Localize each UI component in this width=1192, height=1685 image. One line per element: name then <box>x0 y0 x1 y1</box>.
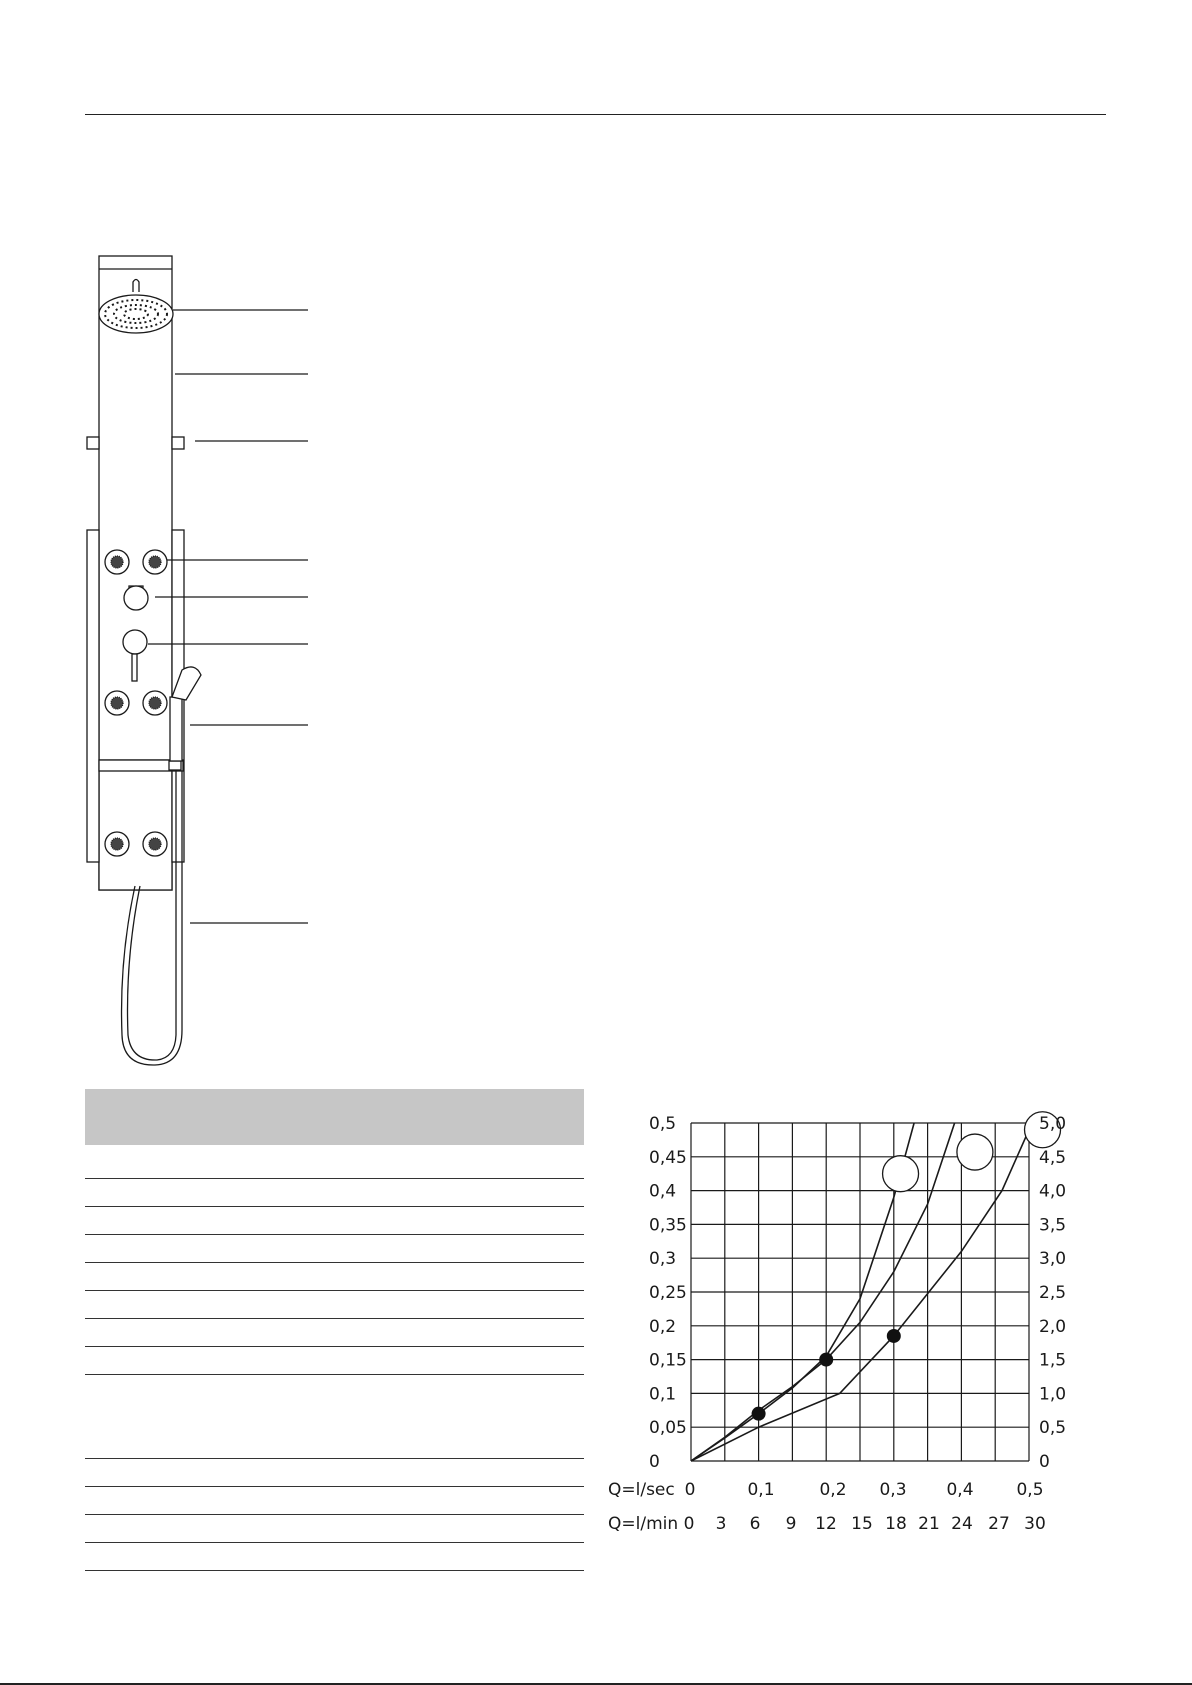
y-tick-right: 4,5 <box>1039 1147 1067 1168</box>
mixer-lever <box>132 654 137 681</box>
mixer-knob <box>123 630 147 654</box>
spec-table-header <box>85 1089 584 1145</box>
y-tick-right: 0,5 <box>1039 1418 1067 1439</box>
x-tick-sec: 0,5 <box>1016 1480 1044 1500</box>
spec-table-row <box>85 1263 584 1291</box>
x-tick-sec: 0,4 <box>946 1480 974 1500</box>
y-tick-right: 2,0 <box>1039 1316 1067 1337</box>
data-marker <box>887 1329 901 1343</box>
x-tick-min: 9 <box>785 1514 797 1534</box>
spec-table <box>85 1089 584 1571</box>
series-label-circle <box>957 1134 993 1170</box>
spec-table-row <box>85 1291 584 1319</box>
y-tick-right: 1,0 <box>1039 1384 1067 1405</box>
y-tick-left: 0,25 <box>649 1283 687 1303</box>
chart-tick-labels <box>608 1114 1066 1534</box>
spec-table-row <box>85 1319 584 1347</box>
x-tick-sec: 0 <box>684 1480 696 1500</box>
y-tick-left: 0,5 <box>649 1114 677 1134</box>
spec-table-row <box>85 1179 584 1207</box>
chart-series <box>691 1112 1061 1461</box>
spec-table-row <box>85 1515 584 1543</box>
panel-lower-box <box>99 760 172 890</box>
wall-bracket-right <box>172 437 184 449</box>
spec-table-row <box>85 1487 584 1515</box>
flow-pressure-chart <box>600 1100 1100 1540</box>
x-tick-min: 18 <box>885 1514 907 1534</box>
y-tick-left: 0,15 <box>649 1350 687 1371</box>
y-tick-right: 2,5 <box>1039 1283 1067 1303</box>
x-tick-min: 12 <box>815 1514 837 1534</box>
x-axis-label-sec: Q=l/sec <box>608 1480 675 1500</box>
spec-table-row <box>85 1543 584 1571</box>
side-rail-left <box>87 530 99 862</box>
spec-table-row <box>85 1145 584 1179</box>
spec-table-rows <box>85 1145 584 1571</box>
x-tick-min: 30 <box>1024 1514 1046 1534</box>
y-tick-left: 0,1 <box>649 1384 677 1405</box>
y-tick-right: 3,0 <box>1039 1249 1067 1270</box>
y-tick-left: 0,05 <box>649 1418 687 1439</box>
x-tick-min: 21 <box>918 1514 940 1534</box>
wall-bracket-left <box>87 437 99 449</box>
y-tick-left: 0,3 <box>649 1249 677 1270</box>
data-marker <box>752 1407 766 1421</box>
spec-table-row <box>85 1375 584 1459</box>
x-tick-min: 6 <box>749 1514 761 1534</box>
spec-table-row <box>85 1347 584 1375</box>
x-tick-min: 0 <box>683 1514 695 1534</box>
y-tick-right: 3,5 <box>1039 1215 1067 1236</box>
spec-table-row <box>85 1459 584 1487</box>
y-tick-right: 1,5 <box>1039 1350 1067 1371</box>
data-marker <box>819 1353 833 1367</box>
x-tick-min: 3 <box>715 1514 727 1534</box>
y-tick-right: 5,0 <box>1039 1114 1067 1134</box>
y-tick-left: 0,45 <box>649 1147 687 1168</box>
x-tick-sec: 0,1 <box>747 1480 775 1500</box>
x-tick-min: 27 <box>988 1514 1010 1534</box>
y-tick-right: 0 <box>1039 1452 1050 1472</box>
y-tick-left: 0 <box>649 1452 660 1472</box>
y-tick-left: 0,2 <box>649 1316 677 1337</box>
y-tick-right: 4,0 <box>1039 1181 1067 1202</box>
shower-panel-drawing <box>0 0 330 1075</box>
spec-table-row <box>85 1235 584 1263</box>
y-tick-left: 0,35 <box>649 1215 687 1236</box>
x-tick-sec: 0,2 <box>819 1480 847 1500</box>
diverter-knob <box>124 586 148 610</box>
hand-shower-holder <box>170 697 182 761</box>
chart-grid <box>691 1123 1029 1461</box>
x-tick-min: 24 <box>951 1514 973 1534</box>
series-label-circle <box>883 1156 919 1192</box>
spec-table-row <box>85 1207 584 1235</box>
x-axis-label-min: Q=l/min <box>608 1514 679 1534</box>
y-tick-left: 0,4 <box>649 1181 677 1202</box>
x-tick-min: 15 <box>851 1514 873 1534</box>
x-tick-sec: 0,3 <box>879 1480 907 1500</box>
